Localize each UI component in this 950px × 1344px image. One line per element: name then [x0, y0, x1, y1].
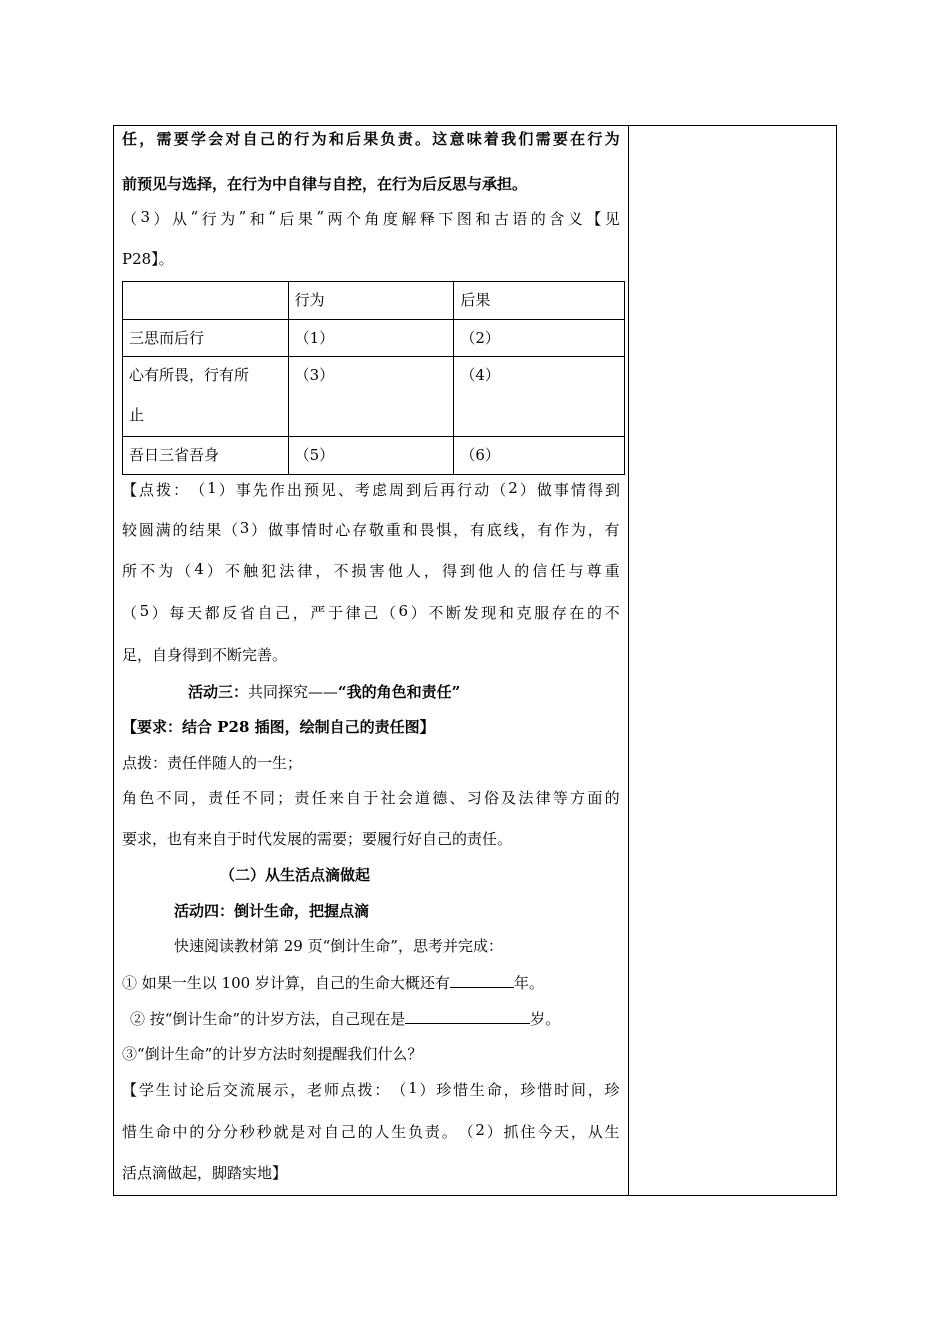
activity-4-answer-line-3: 活点滴做起，脚踏实地】	[122, 1164, 288, 1182]
question-2-prefix: ② 按“倒计生命”的计岁方法，自己现在是	[130, 1010, 406, 1028]
table-row	[123, 437, 625, 475]
header-blank	[123, 282, 289, 320]
row-action: （1）	[288, 320, 454, 357]
table-header-row	[123, 282, 625, 320]
header-action: 行为	[288, 282, 454, 320]
activity-4-answer-line-1: 【 学 生 讨 论 后 交 流 展 示 ， 老 师 点 拨 ： （ 1 ） 珍 惜 生 命 ， 珍 惜 时 间 ， 珍	[122, 1079, 620, 1099]
activity-3-hint-line-1: 点拨：责任伴随人的一生；	[122, 754, 303, 772]
row-result: （4）	[454, 357, 625, 437]
row-label	[123, 357, 289, 437]
activity-3-title-b: 共同探究——	[248, 683, 339, 701]
activity-3-requirement: 【要求：结合 P28 插图，绘制自己的责任图】	[122, 718, 435, 736]
hint-line-2: 较 圆 满 的 结 果 （ 3 ） 做 事 情 时 心 存 敬 重 和 畏 惧 ， 有 底 线 ， 有 作 为 ， 有	[122, 519, 620, 539]
header-result: 后果	[454, 282, 625, 320]
question-3-line-1: （ 3 ） 从 “ 行 为 ” 和 “ 后 果 ” 两 个 角 度 解 释 下 图 和 古 语 的 含 义 【 见	[122, 208, 620, 228]
activity-4-question-2	[130, 1008, 560, 1029]
hint-line-5: 足，自身得到不断完善。	[122, 646, 288, 664]
activity-3-title	[188, 681, 460, 702]
intro-line-1: 任 ， 需 要 学 会 对 自 己 的 行 为 和 后 果 负 责 。 这 意 味 着 我 们 需 要 在 行 为	[122, 130, 620, 148]
row-result: （6）	[454, 437, 625, 475]
row-label: 吾日三省吾身	[123, 437, 289, 475]
question-1-prefix: ① 如果一生以 100 岁计算，自己的生命大概还有	[122, 974, 450, 992]
activity-3-hint-line-3: 要求，也有来自于时代发展的需要；要履行好自己的责任。	[122, 830, 513, 848]
activity-3-title-a: 活动三：	[188, 683, 249, 701]
section-2-title: （二）从生活点滴做起	[220, 866, 371, 884]
notes-cell	[629, 126, 836, 1195]
activity-3-title-c: “我的角色和责任”	[338, 683, 461, 701]
hint-line-3: 所 不 为 （ 4 ） 不 触 犯 法 律 ， 不 损 害 他 人 ， 得 到 他 人 的 信 任 与 尊 重	[122, 560, 620, 580]
intro-line-2: 前预见与选择，在行为中自律与自控，在行为后反思与承担。	[122, 175, 528, 193]
activity-4-question-3: ③“倒计生命”的计岁方法时刻提醒我们什么？	[122, 1045, 423, 1063]
question-2-blank[interactable]	[405, 1009, 530, 1024]
table-row	[123, 357, 625, 437]
activity-3-hint-line-2: 角 色 不 同 ， 责 任 不 同 ； 责 任 来 自 于 社 会 道 德 、 习 俗 及 法 律 等 方 面 的	[122, 789, 620, 807]
question-1-blank[interactable]	[450, 973, 514, 988]
row-label-line-2: 止	[129, 406, 145, 424]
hint-line-1: 【 点 拨 ： （ 1 ） 事 先 作 出 预 见 、 考 虑 周 到 后 再 行 动 （ 2 ） 做 事 情 得 到	[122, 479, 620, 499]
hint-line-4: （ 5 ） 每 天 都 反 省 自 己 ， 严 于 律 己 （ 6 ） 不 断 发 现 和 克 服 存 在 的 不	[122, 602, 620, 622]
row-result: （2）	[454, 320, 625, 357]
lesson-table	[113, 125, 837, 1196]
row-label-line-1: 心有所畏，行有所	[129, 366, 250, 384]
activity-4-intro: 快速阅读教材第 29 页“倒计生命”，思考并完成：	[174, 937, 503, 955]
activity-4-answer-line-2: 惜 生 命 中 的 分 分 秒 秒 就 是 对 自 己 的 人 生 负 责 。 （ 2 ） 抓 住 今 天 ， 从 生	[122, 1121, 620, 1141]
question-1-suffix: 年。	[513, 974, 544, 992]
row-action: （3）	[288, 357, 454, 437]
row-action: （5）	[288, 437, 454, 475]
activity-4-question-1	[122, 972, 544, 993]
question-3-line-2: P28】。	[122, 250, 174, 268]
question-2-suffix: 岁。	[530, 1010, 561, 1028]
row-label: 三思而后行	[123, 320, 289, 357]
activity-4-title: 活动四：倒计生命，把握点滴	[174, 902, 370, 920]
behavior-result-table	[122, 281, 625, 475]
table-row	[123, 320, 625, 357]
